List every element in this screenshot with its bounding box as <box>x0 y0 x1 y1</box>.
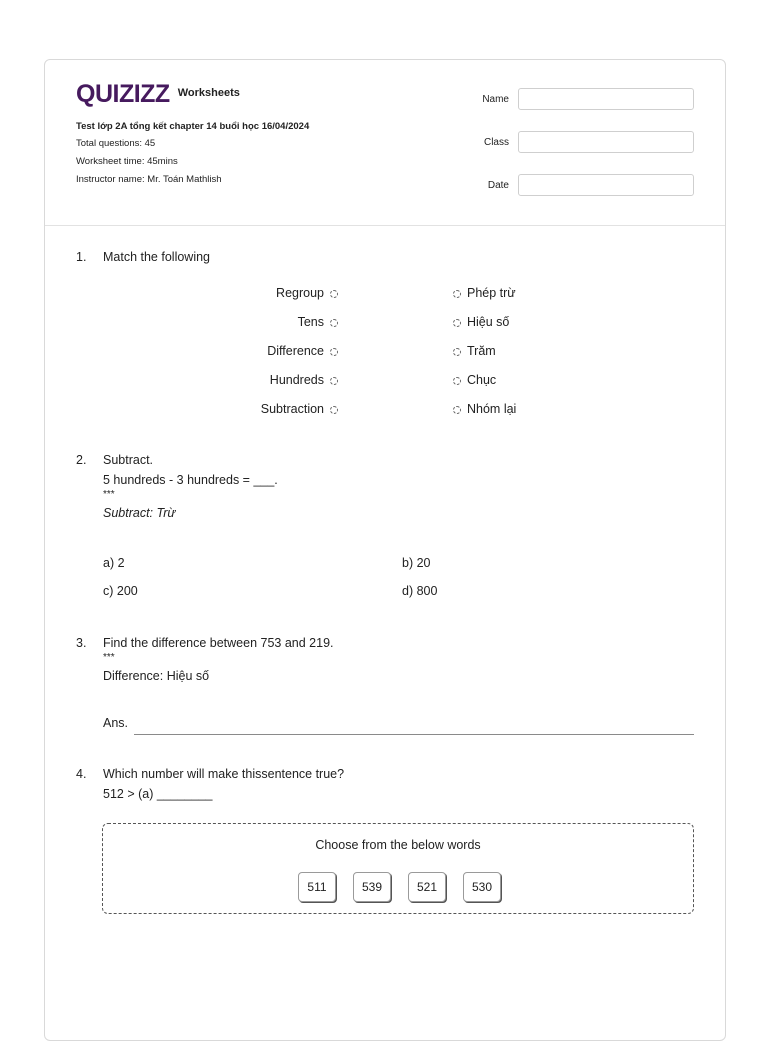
word-chip[interactable]: 539 <box>353 872 391 902</box>
class-input[interactable] <box>518 131 694 153</box>
question-number: 3. <box>76 636 87 650</box>
word-bank-hint: Choose from the below words <box>315 838 481 852</box>
match-left-item[interactable] <box>124 344 344 358</box>
class-field <box>469 131 694 153</box>
worksheet-header <box>45 60 725 226</box>
class-label: Class <box>483 136 509 148</box>
logo-wordmark: QUIZIZZ <box>76 80 170 108</box>
date-field <box>469 174 694 196</box>
match-right-item[interactable] <box>447 315 509 329</box>
question-text: 512 > (a) ________ <box>103 787 213 801</box>
match-right-label: Trăm <box>467 344 496 358</box>
match-dot-icon <box>330 290 338 298</box>
word-chip[interactable]: 521 <box>408 872 446 902</box>
match-right-label: Hiệu số <box>467 315 510 329</box>
question-text: *** <box>103 489 115 500</box>
match-left-label: Difference <box>267 344 324 358</box>
question-hint: Subtract: Trừ <box>103 506 176 520</box>
match-dot-icon <box>453 319 461 327</box>
answer-line[interactable] <box>134 734 694 735</box>
total-questions: Total questions: 45 <box>76 138 156 149</box>
match-dot-icon <box>330 406 338 414</box>
answer-label: Ans. <box>103 716 129 730</box>
question-text: Find the difference between 753 and 219. <box>103 636 334 650</box>
match-left-label: Tens <box>297 315 324 329</box>
match-right-item[interactable] <box>447 373 496 387</box>
match-dot-icon <box>453 290 461 298</box>
question-number: 4. <box>76 767 87 781</box>
date-label: Date <box>487 179 509 191</box>
match-left-item[interactable] <box>124 402 344 416</box>
question-hint: Difference: Hiệu số <box>103 669 210 683</box>
match-right-label: Nhóm lại <box>467 402 517 416</box>
match-left-item[interactable] <box>124 286 344 300</box>
question-text: 5 hundreds - 3 hundreds = ___. <box>103 473 278 487</box>
match-right-item[interactable] <box>447 286 516 300</box>
answer-option[interactable]: b) 20 <box>402 556 431 570</box>
question-body <box>103 453 278 520</box>
answer-option[interactable]: c) 200 <box>103 584 138 598</box>
match-left-label: Hundreds <box>269 373 324 387</box>
match-dot-icon <box>330 319 338 327</box>
quizizz-logo <box>76 80 240 109</box>
answer-option[interactable]: d) 800 <box>402 584 438 598</box>
question-number: 2. <box>76 453 87 467</box>
question-body <box>103 636 334 683</box>
question-body <box>103 767 344 801</box>
name-input[interactable] <box>518 88 694 110</box>
match-dot-icon <box>453 377 461 385</box>
word-chip[interactable]: 530 <box>463 872 501 902</box>
question-number: 1. <box>76 250 87 264</box>
question-prompt: Match the following <box>103 250 211 264</box>
logo-subtitle: Worksheets <box>177 87 240 99</box>
worksheet-title: Test lớp 2A tổng kết chapter 14 buổi học 16/04/2024 <box>76 121 310 132</box>
match-left-item[interactable] <box>124 315 344 329</box>
match-dot-icon <box>453 348 461 356</box>
match-right-item[interactable] <box>447 402 516 416</box>
answer-option[interactable]: a) 2 <box>103 556 125 570</box>
instructor-name: Instructor name: Mr. Toán Mathlish <box>76 174 222 185</box>
match-left-item[interactable] <box>124 373 344 387</box>
match-dot-icon <box>330 348 338 356</box>
match-right-label: Phép trừ <box>467 286 516 300</box>
word-bank-chips <box>298 872 501 902</box>
question-text: Which number will make thissentence true? <box>103 767 345 781</box>
worksheet-meta <box>76 120 316 186</box>
name-label: Name <box>482 93 509 105</box>
word-bank <box>102 823 694 914</box>
match-left-label: Subtraction <box>260 402 324 416</box>
match-left-label: Regroup <box>276 286 324 300</box>
question-text: *** <box>103 652 115 663</box>
date-input[interactable] <box>518 174 694 196</box>
match-dot-icon <box>453 406 461 414</box>
worksheet-page <box>44 59 726 1041</box>
worksheet-time: Worksheet time: 45mins <box>76 156 178 167</box>
question-text: Subtract. <box>103 453 154 467</box>
name-field <box>469 88 694 110</box>
match-right-label: Chục <box>467 373 497 387</box>
match-right-item[interactable] <box>447 344 496 358</box>
match-dot-icon <box>330 377 338 385</box>
word-chip[interactable]: 511 <box>298 872 336 902</box>
